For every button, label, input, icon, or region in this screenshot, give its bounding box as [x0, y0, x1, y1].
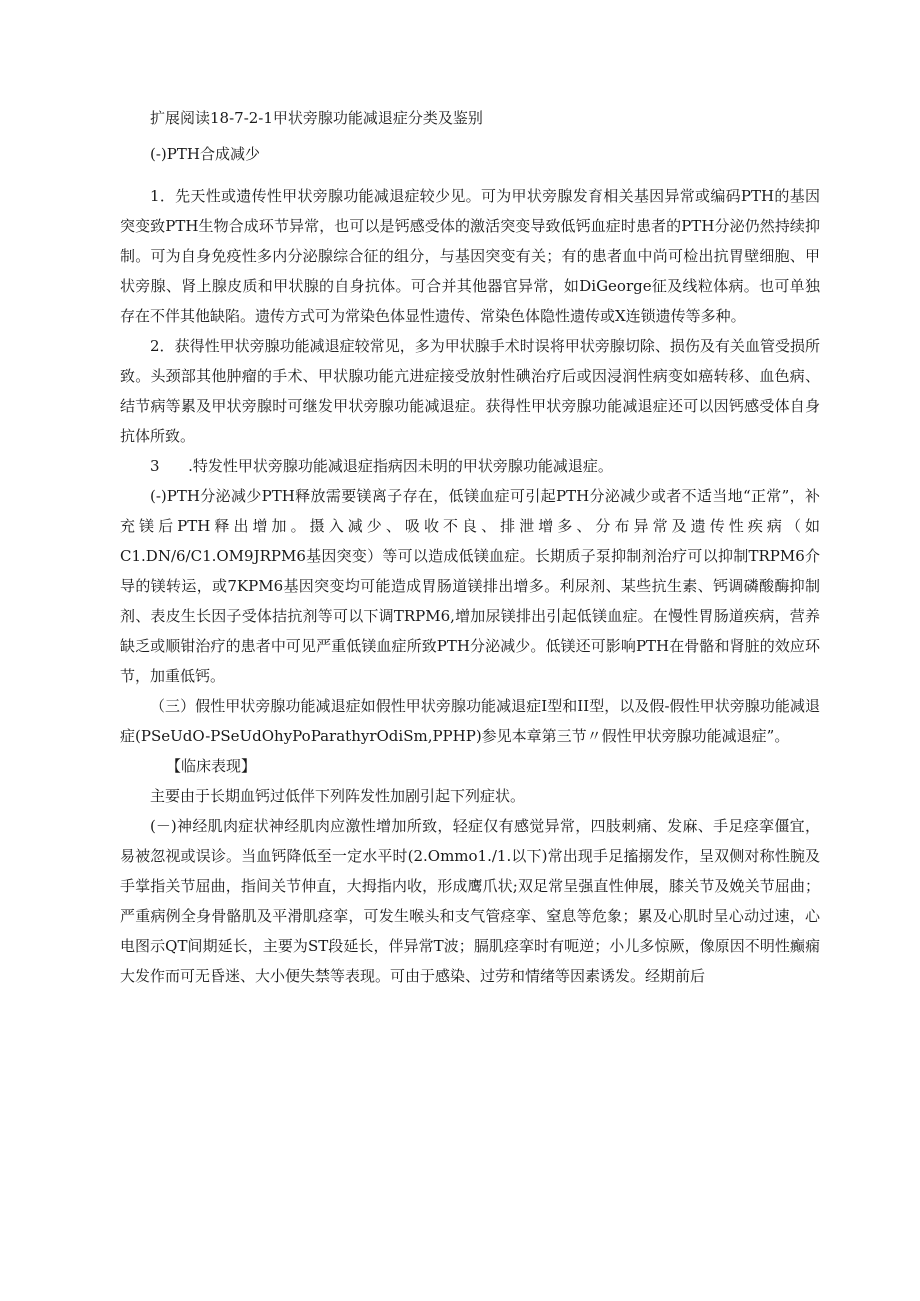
paragraph-pseudo-hypoparathyroidism: （三）假性甲状旁腺功能减退症如假性甲状旁腺功能减退症I型和II型，以及假-假性甲状旁腺功能减退症(PSeUdO-PSeUdOhyPoParathyrOdiSm,PPHP)参见本章第三节〃假性甲状旁腺功能减退症”。 [120, 697, 820, 745]
paragraph-pth-secretion: (-)PTH分泌减少PTH释放需要镁离子存在，低镁血症可引起PTH分泌减少或者不适当地“正常”，补充镁后PTH释出增加。摄入减少、吸收不良、排泄增多、分布异常及遗传性疾病（如C1.DN/6/C1.OM9JRPM6基因突变）等可以造成低镁血症。长期质子泵抑制剂治疗可以抑制TRPM6介导的镁转运，或7KPM6基因突变均可能造成胃肠道镁排出增多。利尿剂、某些抗生素、钙调磷酸酶抑制剂、表皮生长因子受体拮抗剂等可以下调TRPM6,增加尿镁排出引起低镁血症。在慢性胃肠道疾病，营养缺乏或顺钳治疗的患者中可见严重低镁血症所致PTH分泌减少。低镁还可影响PTH在骨骼和肾脏的效应环节，加重低钙。 [120, 487, 820, 685]
clinical-intro: 主要由于长期血钙过低伴下列阵发性加剧引起下列症状。 [150, 787, 526, 805]
clinical-heading: 【临床表现】 [166, 757, 257, 775]
paragraph-congenital: 1．先天性或遗传性甲状旁腺功能减退症较少见。可为甲状旁腺发育相关基因异常或编码PTH的基因突变致PTH生物合成环节异常，也可以是钙感受体的激活突变导致低钙血症时患者的PTH分泌仍然持续抑制。可为自身免疫性多内分泌腺综合征的组分，与基因突变有关；有的患者血中尚可检出抗胃壁细胞、甲状旁腺、肾上腺皮质和甲状腺的自身抗体。可合并其他器官异常，如DiGeorge征及线粒体病。也可单独存在不伴其他缺陷。遗传方式可为常染色体显性遗传、常染色体隐性遗传或X连锁遗传等多种。 [120, 187, 820, 325]
document-title: 扩展阅读18-7-2-1甲状旁腺功能减退症分类及鉴别 [150, 109, 483, 127]
paragraph-idiopathic: 3 .特发性甲状旁腺功能减退症指病因未明的甲状旁腺功能减退症。 [150, 457, 613, 475]
section-heading-pth-synthesis: (-)PTH合成减少 [150, 145, 260, 163]
document-body [120, 103, 820, 991]
paragraph-neuromuscular: (－)神经肌肉症状神经肌肉应激性增加所致，轻症仅有感觉异常，四肢刺痛、发麻、手足痉挛僵宜，易被忽视或误诊。当血钙降低至一定水平时(2.Ommo1./1.以下)常出现手足搐搦发作，呈双侧对称性腕及手掌指关节屈曲，指间关节伸直，大拇指内收，形成鹰爪状;双足常呈强直性伸展，膝关节及娩关节屈曲；严重病例全身骨骼肌及平滑肌痉挛，可发生喉头和支气管痉挛、窒息等危象；累及心肌时呈心动过速，心电图示QT间期延长，主要为ST段延长，伴异常T波；膈肌痉挛时有呃逆；小儿多惊厥，像原因不明性癫痫大发作而可无昏迷、大小便失禁等表现。可由于感染、过劳和情绪等因素诱发。经期前后 [120, 817, 820, 985]
paragraph-acquired: 2．获得性甲状旁腺功能减退症较常见，多为甲状腺手术时误将甲状旁腺切除、损伤及有关血管受损所致。头颈部其他肿瘤的手术、甲状腺功能亢进症接受放射性碘治疗后或因浸润性病变如癌转移、血色病、结节病等累及甲状旁腺时可继发甲状旁腺功能减退症。获得性甲状旁腺功能减退症还可以因钙感受体自身抗体所致。 [120, 337, 820, 445]
